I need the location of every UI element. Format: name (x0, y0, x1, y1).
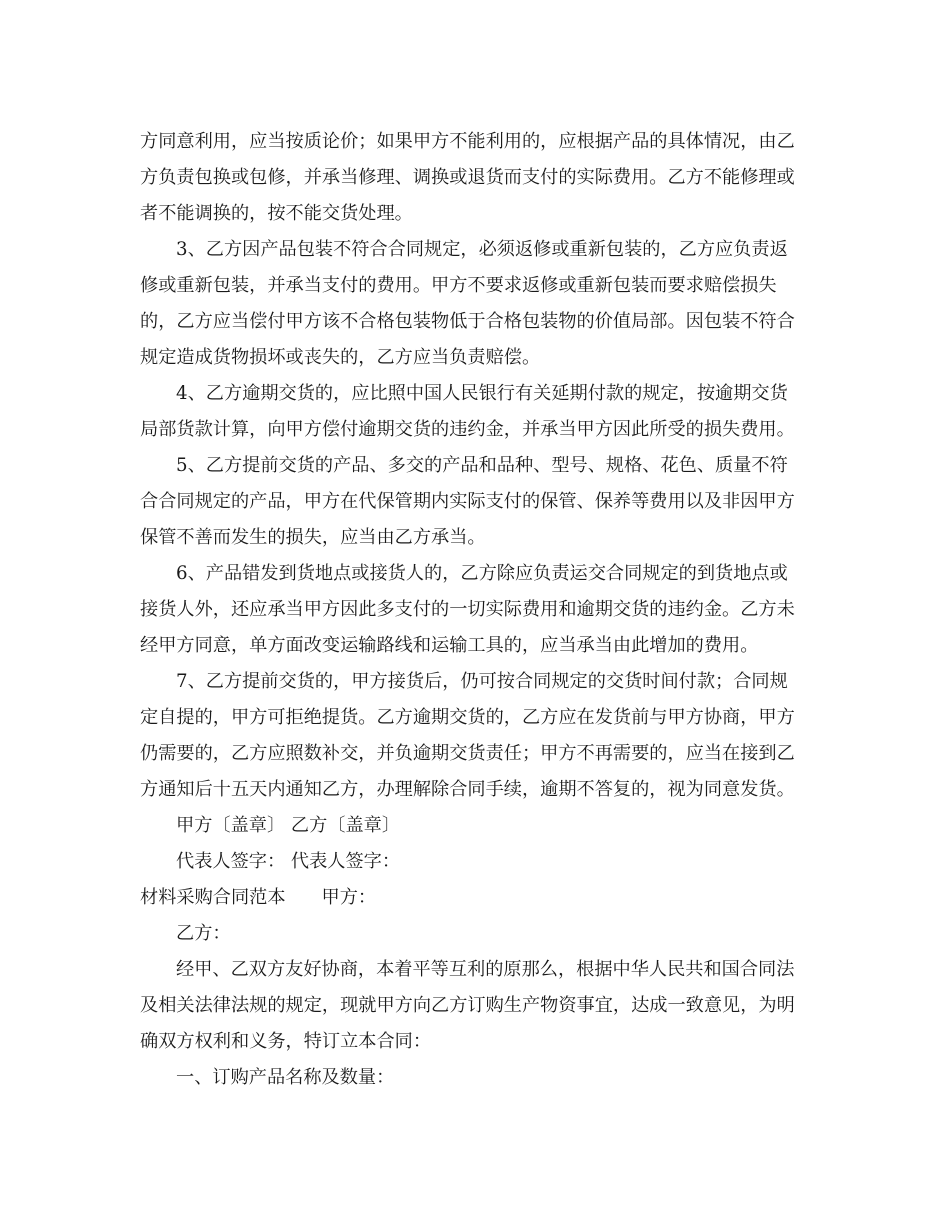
text-line: 局部货款计算，向甲方偿付逾期交货的违约金，并承当甲方因此所受的损失费用。 (140, 419, 795, 440)
preamble-line: 经甲、乙双方友好协商，本着平等互利的原那么，根据中华人民共和国合同法 (176, 959, 795, 980)
clause-6-line: 6、产品错发到货地点或接货人的，乙方除应负责运交合同规定的到货地点或 (176, 563, 788, 584)
text-line: 经甲方同意，单方面改变运输路线和运输工具的，应当承当由此增加的费用。 (140, 635, 759, 656)
text-line: 确双方权利和义务，特订立本合同： (140, 1031, 432, 1052)
clause-3-line: 3、乙方因产品包装不符合合同规定，必须返修或重新包装的，乙方应负责返 (176, 239, 788, 260)
signature-line: 代表人签字： 代表人签字： (176, 851, 401, 872)
seal-line: 甲方〔盖章〕 乙方〔盖章〕 (176, 815, 401, 836)
text-line: 保管不善而发生的损失，应当由乙方承当。 (140, 527, 486, 548)
text-line: 定自提的，甲方可拒绝提货。乙方逾期交货的，乙方应在发货前与甲方协商，甲方 (140, 707, 795, 728)
section-heading: 一、订购产品名称及数量： (176, 1067, 395, 1088)
text-line: 仍需要的，乙方应照数补交，并负逾期交货责任；甲方不再需要的，应当在接到乙 (140, 743, 795, 764)
text-line: 者不能调换的，按不能交货处理。 (140, 203, 413, 224)
text-line: 合合同规定的产品，甲方在代保管期内实际支付的保管、保养等费用以及非因甲方 (140, 491, 795, 512)
contract-title: 材料采购合同范本 (140, 887, 286, 908)
party-a-label: 甲方： (321, 887, 377, 908)
clause-5-line: 5、乙方提前交货的产品、多交的产品和品种、型号、规格、花色、质量不符 (176, 455, 788, 476)
party-b-label: 乙方： (176, 923, 231, 944)
text-line: 的，乙方应当偿付甲方该不合格包装物低于合格包装物的价值局部。因包装不符合 (140, 311, 795, 332)
contract-title-line (140, 880, 810, 916)
text-line: 方负责包换或包修，并承当修理、调换或退货而支付的实际费用。乙方不能修理或 (140, 167, 795, 188)
text-line: 修或重新包装，并承当支付的费用。甲方不要求返修或重新包装而要求赔偿损失 (140, 275, 777, 296)
clause-7-line: 7、乙方提前交货的，甲方接货后，仍可按合同规定的交货时间付款；合同规 (176, 671, 788, 692)
text-line: 方通知后十五天内通知乙方，办理解除合同手续，逾期不答复的，视为同意发货。 (140, 779, 795, 800)
text-line: 方同意利用，应当按质论价；如果甲方不能利用的，应根据产品的具体情况，由乙 (140, 131, 795, 152)
document-body (140, 124, 810, 1096)
text-line: 接货人外，还应承当甲方因此多支付的一切实际费用和逾期交货的违约金。乙方未 (140, 599, 795, 620)
clause-4-line: 4、乙方逾期交货的，应比照中国人民银行有关延期付款的规定，按逾期交货 (176, 383, 788, 404)
text-line: 规定造成货物损坏或丧失的，乙方应当负责赔偿。 (140, 347, 541, 368)
text-line: 及相关法律法规的规定，现就甲方向乙方订购生产物资事宜，达成一致意见，为明 (140, 995, 795, 1016)
